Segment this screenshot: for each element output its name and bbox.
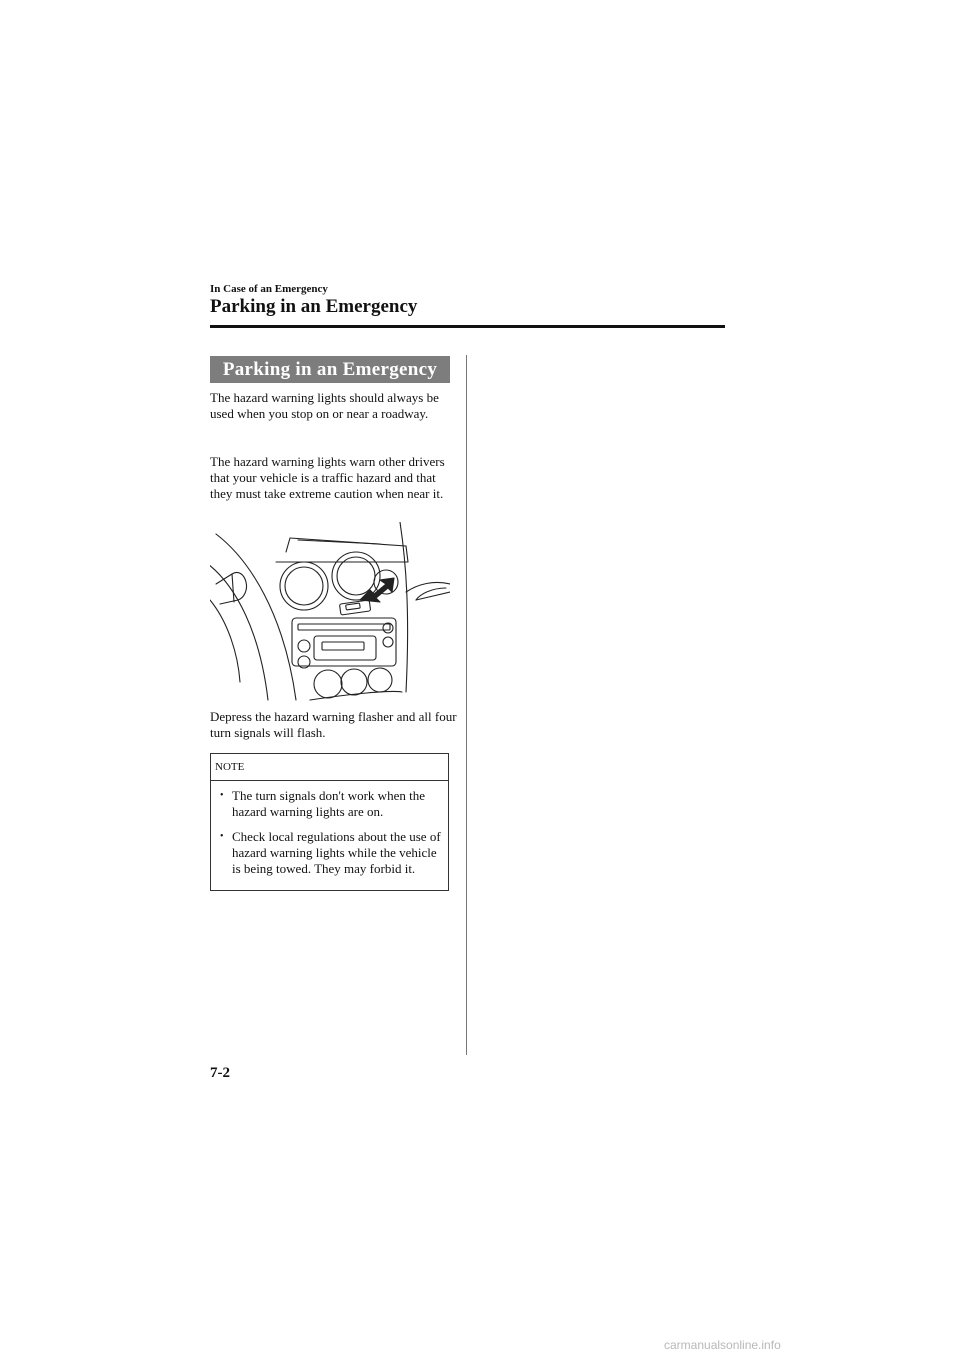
note-item xyxy=(211,829,448,877)
note-item-text: Check local regulations about the use of hazard warning lights while the vehicle is being towed. They may forbid it. xyxy=(232,829,441,876)
note-box xyxy=(210,753,449,891)
note-rule xyxy=(211,780,448,781)
steering-wheel xyxy=(216,534,296,700)
site-watermark: carmanualsonline.info xyxy=(664,1338,781,1352)
note-list xyxy=(211,788,448,886)
column-divider xyxy=(466,355,467,1055)
air-vents-icon xyxy=(280,552,398,610)
note-item-text: The turn signals don't work when the hazard warning lights are on. xyxy=(232,788,425,819)
body-paragraph: The hazard warning lights warn other drivers that your vehicle is a traffic hazard and that they must take extreme caution when near it. xyxy=(210,454,445,501)
page-number: 7-2 xyxy=(210,1065,230,1081)
body-paragraph: The hazard warning lights should always be used when you stop on or near a roadway. xyxy=(210,390,439,421)
bullet-icon: • xyxy=(220,831,224,842)
page-title: Parking in an Emergency xyxy=(210,296,418,317)
note-heading: NOTE xyxy=(215,761,245,773)
bullet-icon: • xyxy=(220,790,224,801)
section-label: In Case of an Emergency xyxy=(210,283,328,295)
hazard-switch-icon xyxy=(339,600,370,615)
section-banner: Parking in an Emergency xyxy=(210,356,450,383)
audio-unit-icon xyxy=(292,618,396,668)
title-rule xyxy=(210,325,725,328)
body-paragraph: Depress the hazard warning flasher and all four turn signals will flash. xyxy=(210,709,457,740)
dashboard-illustration xyxy=(210,522,450,702)
note-item xyxy=(211,788,448,820)
turn-signal-stalk xyxy=(216,572,247,604)
